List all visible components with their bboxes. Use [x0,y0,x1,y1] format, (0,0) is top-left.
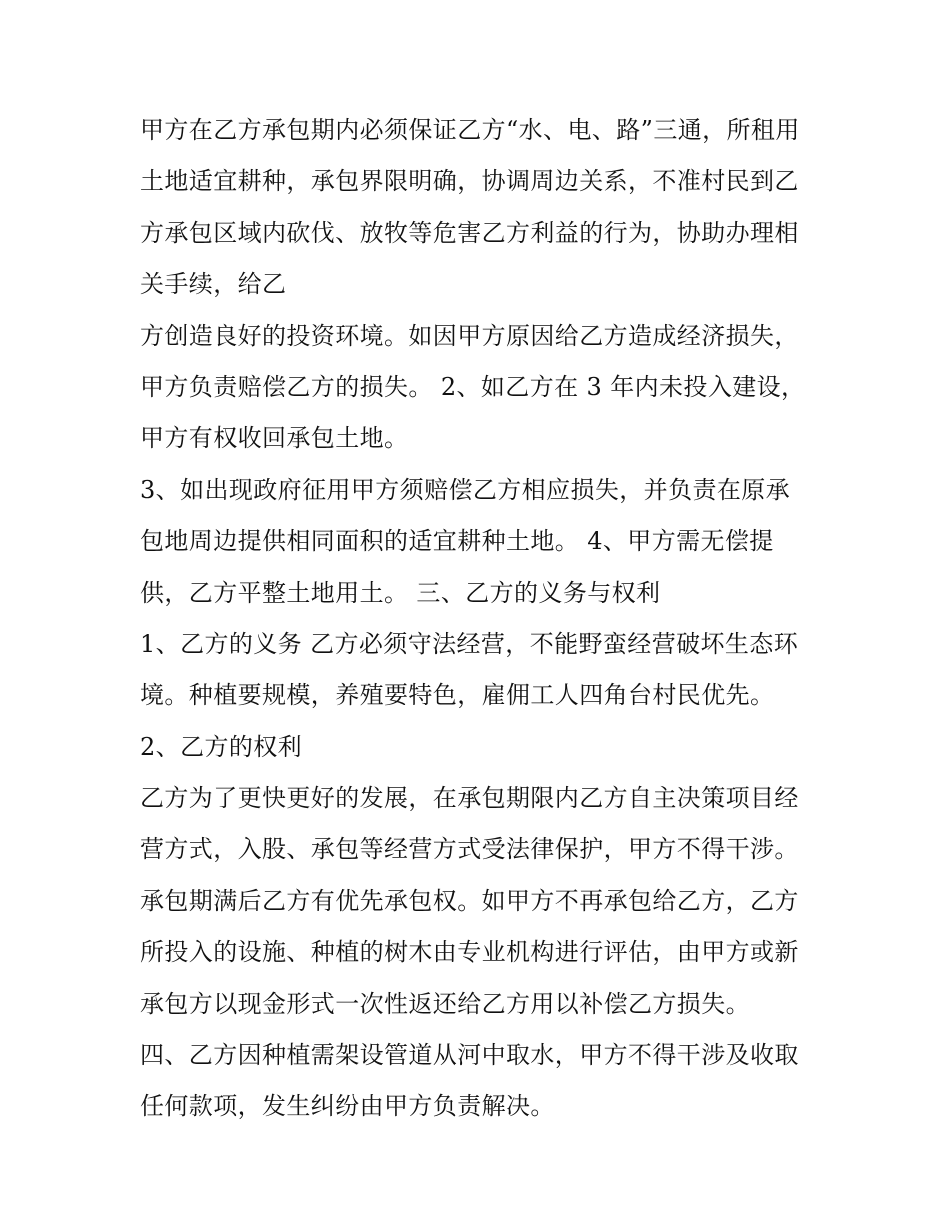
text-line: 方承包区域内砍伐、放牧等危害乙方利益的行为，协助办理相 [140,218,799,247]
text-line: 境。种植要规模，养殖要特色，雇佣工人四角台村民优先。 [140,681,775,710]
text-line: 任何款项，发生纠纷由甲方负责解决。 [140,1092,555,1121]
text-line: 土地适宜耕种，承包界限明确，协调周边关系，不准村民到乙 [140,167,799,196]
text-line: 包地周边提供相同面积的适宜耕种土地。 4、甲方需无偿提 [140,527,774,556]
text-line: 3、如出现政府征用甲方须赔偿乙方相应损失，并负责在原承 [140,475,791,504]
text-line: 关手续，给乙 [140,270,287,299]
text-line: 甲方有权收回承包土地。 [140,424,409,453]
text-line: 承包期满后乙方有优先承包权。如甲方不再承包给乙方，乙方 [140,886,799,915]
document-body [140,105,820,1133]
text-line: 方创造良好的投资环境。如因甲方原因给乙方造成经济损失， [140,321,799,350]
text-line: 乙方为了更快更好的发展，在承包期限内乙方自主决策项目经 [140,784,799,813]
text-line: 供，乙方平整土地用土。 三、乙方的义务与权利 [140,578,661,607]
text-line: 所投入的设施、种植的树木由专业机构进行评估，由甲方或新 [140,938,799,967]
text-line: 承包方以现金形式一次性返还给乙方用以补偿乙方损失。 [140,989,750,1018]
text-line: 甲方在乙方承包期内必须保证乙方“水、电、路”三通，所租用 [140,116,800,144]
text-line: 1、乙方的义务 乙方必须守法经营，不能野蛮经营破坏生态环 [140,629,799,658]
text-line: 营方式，入股、承包等经营方式受法律保护，甲方不得干涉。 [140,835,799,864]
text-line: 甲方负责赔偿乙方的损失。 2、如乙方在 3 年内未投入建设， [140,372,806,401]
text-line: 四、乙方因种植需架设管道从河中取水，甲方不得干涉及收取 [140,1041,799,1070]
text-line: 2、乙方的权利 [140,732,303,761]
